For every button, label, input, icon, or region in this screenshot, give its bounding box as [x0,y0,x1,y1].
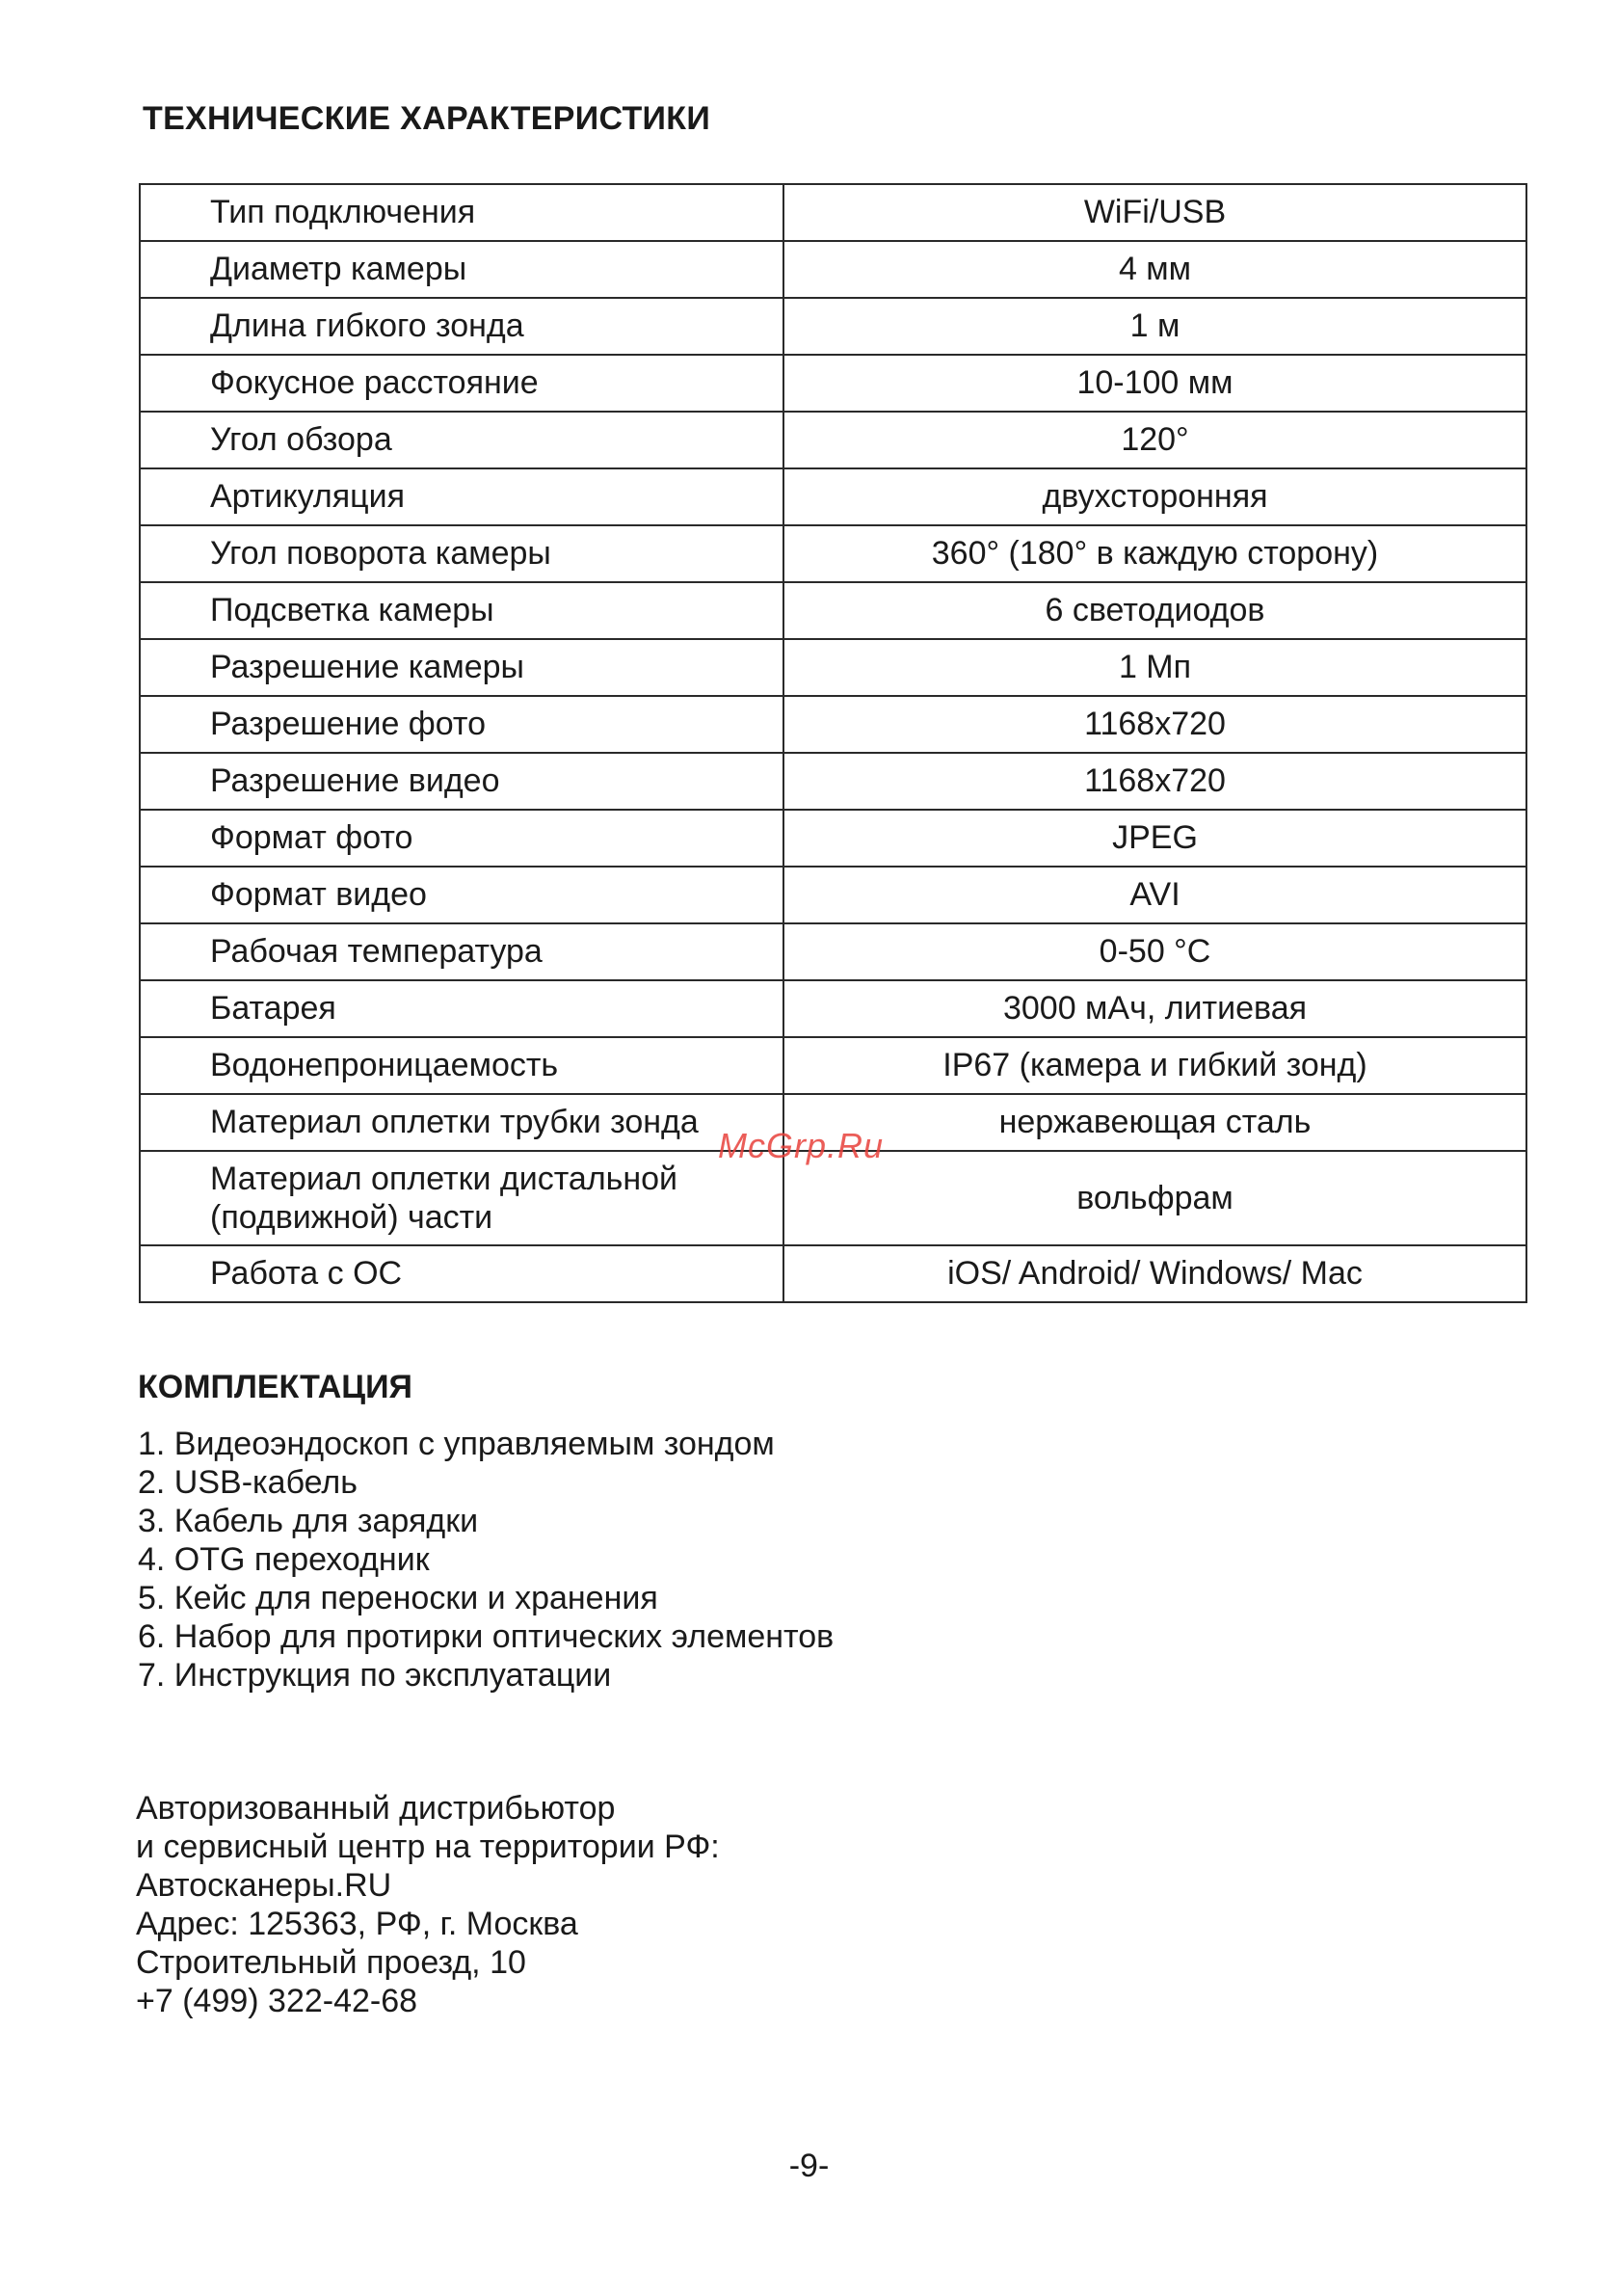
spec-row [140,753,1526,810]
spec-row [140,923,1526,980]
spec-row [140,582,1526,639]
spec-value: нержавеющая сталь [783,1094,1526,1151]
kit-item: 6. Набор для протирки оптических элементов [138,1618,835,1655]
spec-row [140,980,1526,1037]
spec-value: 1168x720 [783,753,1526,810]
spec-row [140,639,1526,696]
spec-param: Водонепроницаемость [140,1037,783,1094]
kit-item: 4. OTG переходник [138,1541,430,1578]
kit-item: 5. Кейс для переноски и хранения [138,1580,658,1616]
spec-value: JPEG [783,810,1526,867]
watermark: McGrp.Ru [718,1126,885,1165]
spec-value: 120° [783,412,1526,468]
spec-row [140,867,1526,923]
spec-param-line: Материал оплетки дистальной [210,1161,678,1197]
page-number: -9- [788,2148,830,2184]
spec-param: Материал оплетки трубки зонда [140,1094,783,1151]
distributor-line: и сервисный центр на территории РФ: [136,1829,720,1865]
kit-item: 3. Кабель для зарядки [138,1503,479,1539]
distributor-company: Автосканеры.RU [136,1867,392,1904]
spec-param: Формат фото [140,810,783,867]
distributor-phone: +7 (499) 322-42-68 [136,1983,418,2019]
spec-value: 360° (180° в каждую сторону) [783,525,1526,582]
spec-row [140,1245,1526,1302]
spec-value: вольфрам [783,1151,1526,1245]
spec-param: Разрешение фото [140,696,783,753]
spec-param: Угол обзора [140,412,783,468]
kit-item: 7. Инструкция по эксплуатации [138,1657,612,1694]
spec-value: 1 м [783,298,1526,355]
spec-value: 4 мм [783,241,1526,298]
spec-value: 3000 мАч, литиевая [783,980,1526,1037]
spec-param: Тип подключения [140,184,783,241]
spec-row [140,468,1526,525]
spec-row [140,810,1526,867]
spec-param: Формат видео [140,867,783,923]
spec-value: 0-50 °C [783,923,1526,980]
spec-param: Диаметр камеры [140,241,783,298]
spec-param: Угол поворота камеры [140,525,783,582]
kit-list [138,1425,834,1695]
distributor-line: Авторизованный дистрибьютор [136,1790,616,1827]
spec-heading: ТЕХНИЧЕСКИЕ ХАРАКТЕРИСТИКИ [143,100,711,137]
spec-param: Длина гибкого зонда [140,298,783,355]
spec-row [140,525,1526,582]
spec-value: двухсторонняя [783,468,1526,525]
spec-row [140,412,1526,468]
spec-value: AVI [783,867,1526,923]
spec-param: Разрешение видео [140,753,783,810]
spec-param: Батарея [140,980,783,1037]
distributor-info [136,1789,720,2020]
spec-param: Разрешение камеры [140,639,783,696]
spec-value: IP67 (камера и гибкий зонд) [783,1037,1526,1094]
spec-value: WiFi/USB [783,184,1526,241]
kit-heading: КОМПЛЕКТАЦИЯ [138,1369,412,1405]
spec-param: Работа с ОС [140,1245,783,1302]
distributor-street: Строительный проезд, 10 [136,1944,526,1981]
spec-value: 1168x720 [783,696,1526,753]
spec-param [140,1151,783,1245]
spec-row [140,298,1526,355]
spec-value: iOS/ Android/ Windows/ Mac [783,1245,1526,1302]
spec-value: 10-100 мм [783,355,1526,412]
kit-item: 2. USB-кабель [138,1464,358,1501]
spec-row [140,355,1526,412]
spec-param: Рабочая температура [140,923,783,980]
spec-value: 1 Мп [783,639,1526,696]
spec-row [140,184,1526,241]
spec-value: 6 светодиодов [783,582,1526,639]
spec-row [140,1037,1526,1094]
spec-param: Фокусное расстояние [140,355,783,412]
spec-row [140,696,1526,753]
spec-row [140,241,1526,298]
kit-item: 1. Видеоэндоскоп с управляемым зондом [138,1426,775,1462]
spec-param: Артикуляция [140,468,783,525]
spec-param-line: (подвижной) части [210,1199,493,1236]
spec-param: Подсветка камеры [140,582,783,639]
distributor-address: Адрес: 125363, РФ, г. Москва [136,1906,578,1942]
